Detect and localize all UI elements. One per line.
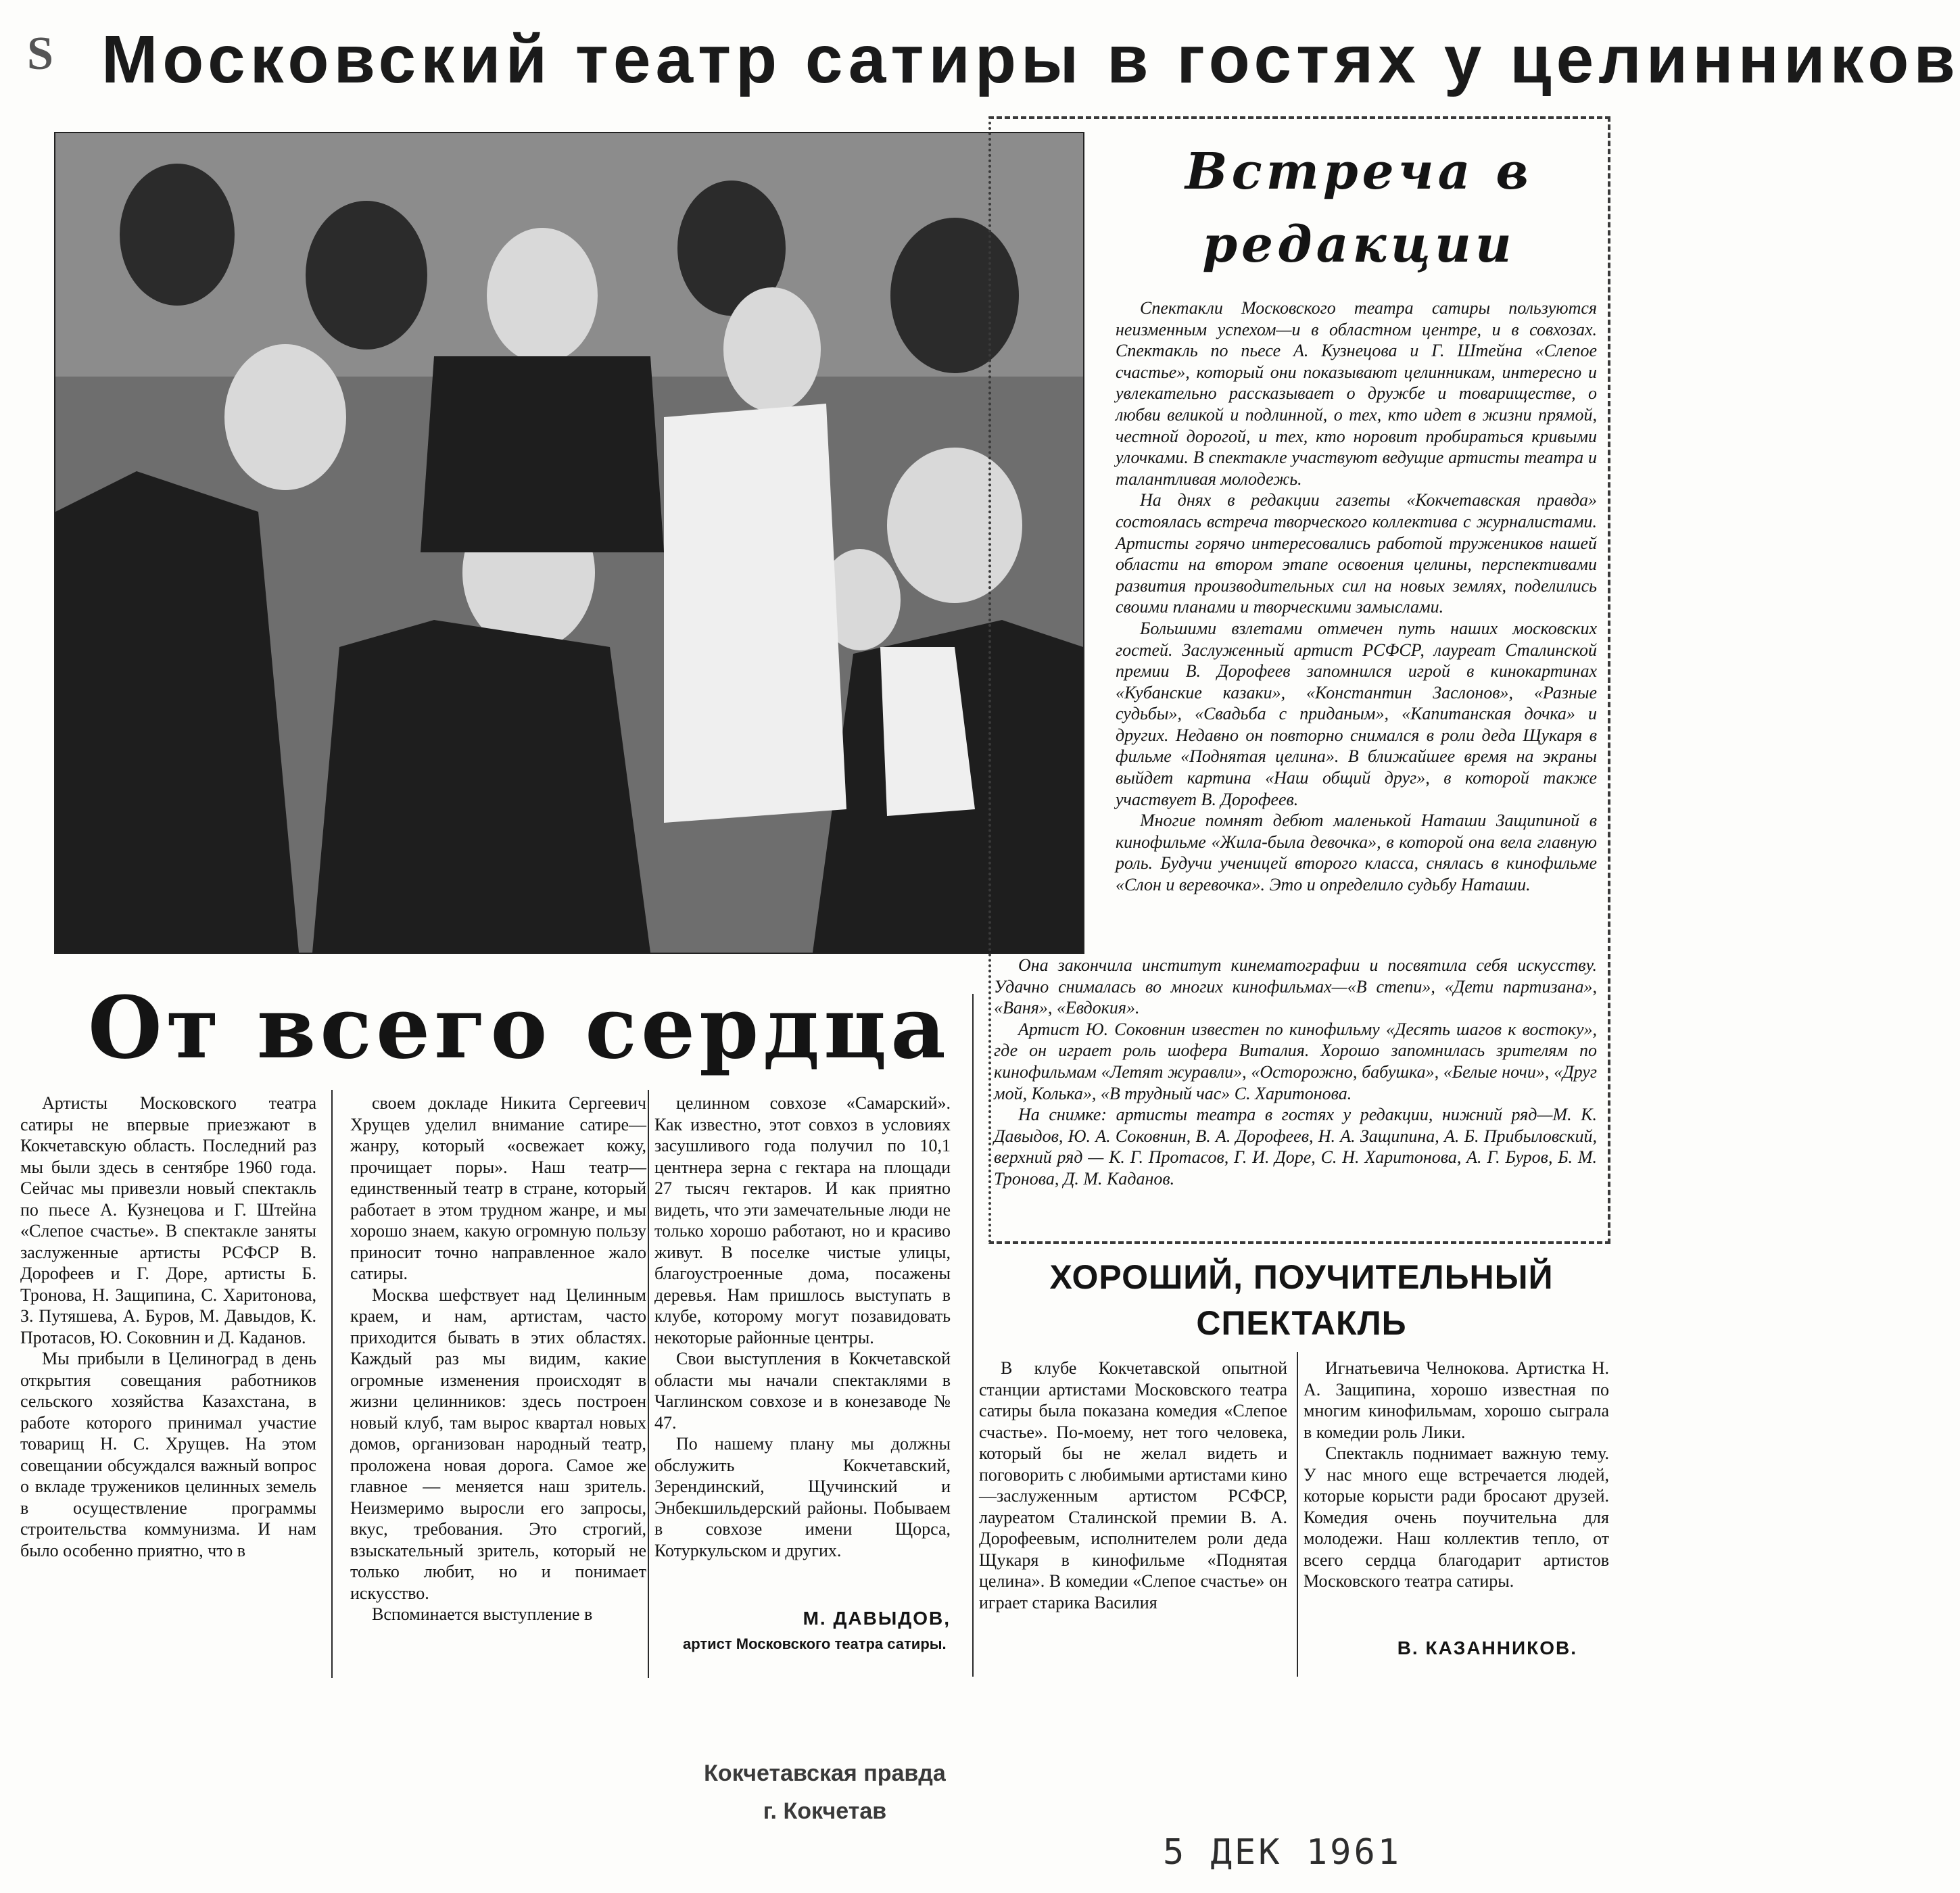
sidebar-heading: Встреча в редакции (1185, 143, 1533, 274)
sidebar-body (1116, 297, 1597, 953)
sidebar-paragraph: Спектакли Московского театра сатиры пользуются неизменным успехом—и в областном центре, и в совхозах. Спектакль по пьесе А. Кузнецова и Г. Штейна «Слепое счастье», который они показывают целинникам, интересно и увлекательно рассказывает о дружбе и товариществе, о любви великой и подлинной, о тех, кто идет в жизни прямой, честной дорогой, и тех, кто норовит пробираться кривыми улочками. В спектакле участвуют ведущие артисты театра и талантливая молодежь. (1116, 298, 1597, 489)
group-photo (54, 132, 1084, 954)
photo-caption: На снимке: артисты театра в гостях у редакции, нижний ряд—М. К. Давыдов, Ю. А. Соковнин, В. А. Дорофеев, Н. А. Защипина, А. Б. Прибыловский, верхний ряд — К. Г. Протасов, Г. И. Доре, С. Н. Харитонова, А. Г. Буров, Б. М. Тронова, Д. М. Каданов. (994, 1105, 1597, 1189)
review-paragraph: Спектакль поднимает важную тему. У нас много еще встречается людей, которые корысти ради бросают друзей. Комедия очень поучительна для молодежи. Наш коллектив тепло, от всего сердца благодарит артистов Московского театра сатиры. (1304, 1443, 1609, 1591)
article-heading: От всего сердца (88, 978, 950, 1078)
sidebar-body-wide (994, 955, 1597, 1237)
column-divider (331, 1090, 333, 1678)
article-paragraph: своем докладе Никита Сергеевич Хрущев уделил внимание сатире—жанру, который «освежает кожу, прочищает поры». Наш театр—единственный театр в стране, который работает в этом трудном жанре, и мы хорошо знаем, какую огромную пользу приносит точно направленное жало сатиры. (350, 1093, 646, 1283)
group-photo-illustration (55, 133, 1083, 953)
column-divider (648, 1090, 649, 1678)
newspaper-stamp (608, 1754, 1041, 1842)
sidebar-paragraph: Артист Ю. Соковнин известен по кинофильму «Десять шагов к востоку», где он играет роль шофера Виталия. Хорошо запомнилась зрителям по кинофильмам «Летят журавли», «Осторожно, бабушка», «Белые ночи», «Друг мой, Колька», «В трудный час» С. Харитонова. (994, 1019, 1597, 1103)
article-paragraph: По нашему плану мы должны обслужить Кокчетавский, Зерендинский, Щучинский и Энбекшильдерский районы. Побываем в совхозе имени Щорса, Котуркульском и других. (654, 1434, 951, 1560)
article-paragraph: Артисты Московского театра сатиры не впервые приезжают в Кокчетавскую область. Последний раз мы были здесь в сентябре 1960 года. Сейчас мы привезли новый спектакль по пьесе А. Кузнецова и Г. Штейна «Слепое счастье». В спектакле заняты заслуженные артисты РСФСР В. Дорофеев и Г. Доре, артисты Б. Тронова, Н. Защипина, С. Харитонова, З. Путяшева, А. Буров, М. Давыдов, К. Протасов, Ю. Соковнин и Д. Каданов. (20, 1093, 316, 1347)
sidebar-paragraph: Она закончила институт кинематографии и посвятила себя искусству. Удачно снималась во многих кинофильмах—«В степи», «Дети партизана», «Ваня», «Евдокия». (994, 955, 1597, 1018)
page-title: Московский театр сатиры в гостях у целинников (101, 22, 1960, 97)
stamp-city: г. Кокчетав (763, 1798, 887, 1824)
article-paragraph: Мы прибыли в Целиноград в день открытия совещания работников сельского хозяйства Казахстана, в работе которого принимал участие товарищ Н. С. Хрущев. На этом совещании обсуждался важный вопрос о вкладе тружеников целинных земель в осуществление программы строительства коммунизма. И нам было особенно приятно, что в (20, 1349, 316, 1560)
review-paragraph: Игнатьевича Челнокова. Артистка Н. А. Защипина, хорошо известная по многим кинофильмам, хорошо сыграла в комедии роль Лики. (1304, 1358, 1609, 1442)
article-paragraph: Вспоминается выступление в (372, 1604, 593, 1624)
sidebar-paragraph: На днях в редакции газеты «Кокчетавская правда» состоялась встреча творческого коллектива с журналистами. Артисты горячо интересовались работой тружеников нашей области на втором этапе освоения целины, перспективами развития производительных сил на новых землях, поделились своими планами и творческими замыслами. (1116, 490, 1597, 617)
article-signature: М. ДАВЫДОВ, (803, 1608, 951, 1629)
article-column-1 (20, 1093, 316, 1674)
review-heading: ХОРОШИЙ, ПОУЧИТЕЛЬНЫЙ СПЕКТАКЛЬ (1049, 1258, 1554, 1342)
corner-mark: Ѕ (27, 28, 53, 80)
stamp-newspaper-name: Кокчетавская правда (704, 1760, 946, 1786)
review-column-2 (1304, 1358, 1609, 1628)
review-signature: В. КАЗАННИКОВ. (1397, 1637, 1577, 1658)
column-divider (972, 994, 974, 1677)
sidebar-paragraph: Многие помнят дебют маленькой Наташи Защипиной в кинофильме «Жила-была девочка», в которой она вела главную роль. Будучи ученицей второго класса, снялась в кинофильме «Слон и веревочка». Это и определило судьбу Наташи. (1116, 811, 1597, 895)
review-paragraph: В клубе Кокчетавской опытной станции артистами Московского театра сатиры была показана комедия «Слепое счастье». По-моему, нет того человека, который бы не желал видеть и поговорить с любимыми артистами кино—заслуженным артистом РСФСР, лауреатом Сталинской премии В. А. Дорофеевым, исполнителем роли деда Щукаря в кинофильме «Поднятая целина». В комедии «Слепое счастье» он играет старика Василия (979, 1358, 1287, 1612)
article-column-2 (350, 1093, 646, 1674)
review-column-1 (979, 1358, 1287, 1675)
article-paragraph: Москва шефствует над Целинным краем, и нам, артистам, часто приходится бывать в этих областях. Каждый раз мы видим, какие огромные изменения происходят в жизни целинников: здесь построен новый клуб, там вырос квартал новых домов, организован народный театр, проложена новая дорога. Самое же главное — меняется наш зритель. Неизмеримо выросли его запросы, вкус, требования. Это строгий, взыскательный зритель, который не только любит, но и понимает искусство. (350, 1285, 646, 1603)
sidebar-paragraph: Большими взлетами отмечен путь наших московских гостей. Заслуженный артист РСФСР, лауреат Сталинской премии В. Дорофеев запомнился игрой в кинокартинах «Кубанские казаки», «Константин Заслонов», «Разные судьбы», «Свадьба с приданым», «Капитанская дочка» и других. Недавно он повторно снимался в роли деда Щукаря в фильме «Поднятая целина». В ближайшее время на экраны выйдет картина «Наш общий друг», в которой также участвует В. Дорофеев. (1116, 618, 1597, 809)
article-paragraph: целинном совхозе «Самарский». Как известно, этот совхоз в условиях засушливого года получил по 10,1 центнера зерна с гектара на площади 27 тысяч гектаров. И как приятно видеть, что эти замечательные люди не только хорошо работают, но и красиво живут. В поселке чистые улицы, благоустроенные дома, посажены деревья. Нам пришлось выступать в клубе, которому могут позавидовать некоторые районные центры. (654, 1093, 951, 1347)
article-column-3 (654, 1093, 951, 1633)
article-signature-subtitle: артист Московского театра сатиры. (683, 1635, 947, 1652)
date-stamp: 5 ДЕК 1961 (1163, 1832, 1402, 1873)
column-divider (1297, 1352, 1298, 1677)
article-paragraph: Свои выступления в Кокчетавской области мы начали спектаклями в Чаглинском совхозе и в конезаводе № 47. (654, 1349, 951, 1433)
